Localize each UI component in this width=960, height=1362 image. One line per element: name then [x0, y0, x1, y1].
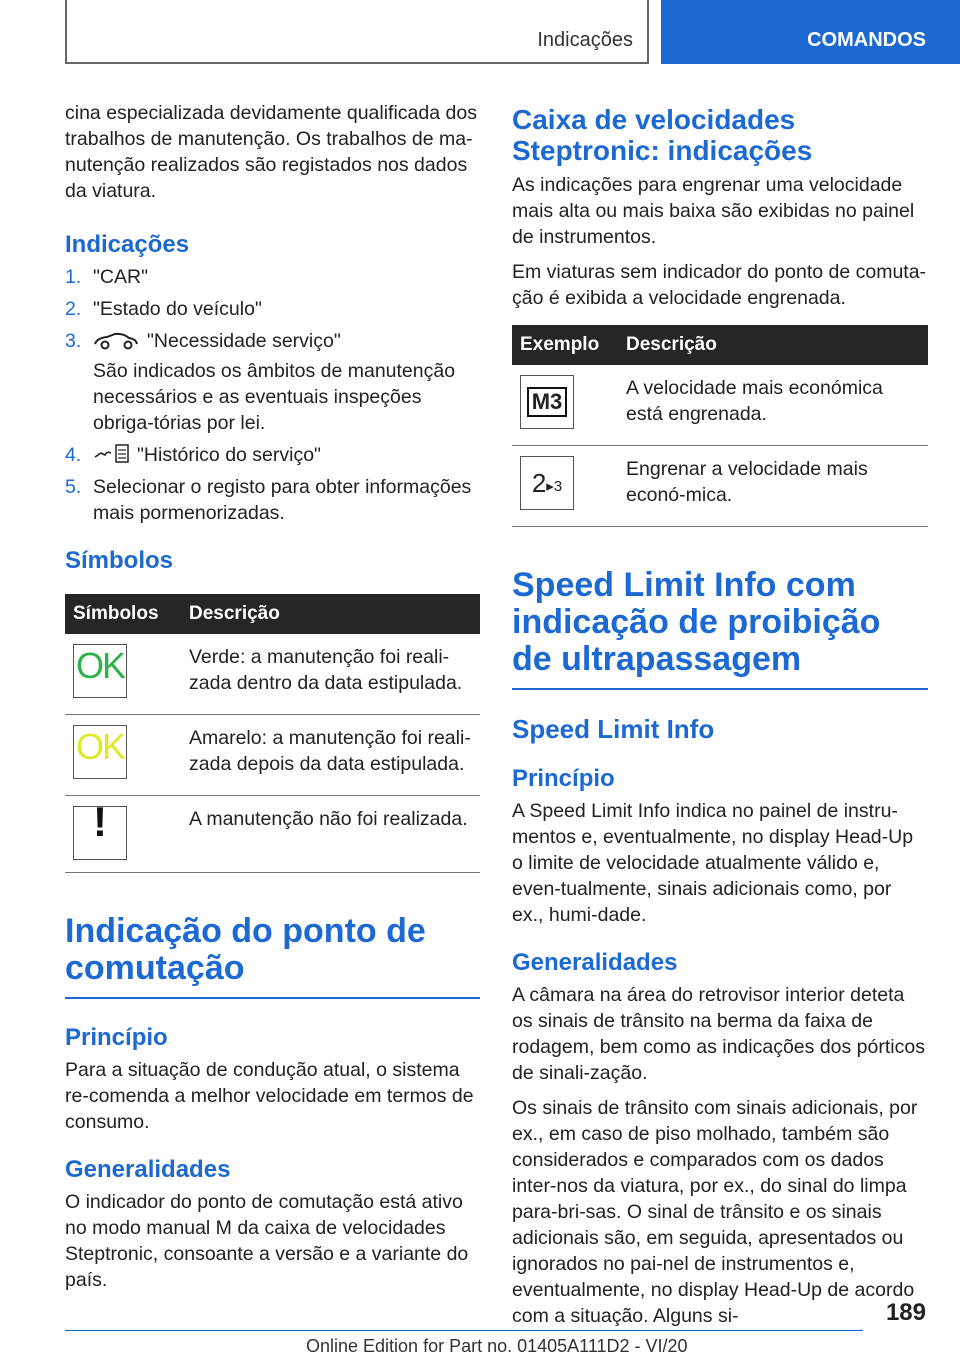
speed-generalidades-paragraph-2: Os sinais de trânsito com sinais adicionais, por ex., em caso de piso molhado, também são considerados e comparados com os dados inter-nos da viatura, por ex., do sinal do limpa para-bri-sas. O sinal de trânsito e os sinais adicionais são, em seguida, apresentados ou ignorados no pai-nel de instrumentos e, eventualmente, no display Head-Up de acordo com a situação. Alguns si- [512, 1097, 918, 1327]
list-item-subtext: São indicados os âmbitos de manutenção necessários e as eventuais inspeções obriga-tórias por lei. [93, 360, 456, 434]
header-section-label: Indicações [537, 29, 633, 51]
symbols-table [65, 594, 480, 873]
header-chapter-tab [661, 0, 960, 64]
section-title-simbolos: Símbolos [65, 547, 174, 574]
table-row [512, 446, 928, 527]
page-number: 189 [885, 1299, 926, 1326]
section-title-principio: Princípio [512, 765, 615, 792]
table-header: Descrição [618, 325, 928, 365]
section-title-generalidades: Generalidades [512, 949, 678, 976]
table-header: Descrição [181, 594, 480, 634]
list-item: 1. "CAR" [65, 266, 149, 288]
indicacoes-list [65, 264, 480, 526]
left-column [65, 100, 480, 1302]
car-icon [93, 332, 139, 350]
intro-paragraph: cina especializada devidamente qualificada dos trabalhos de manutenção. Os trabalhos de ma-nutenção realizados são registados nos dados da viatura. [65, 102, 477, 202]
heading-steptronic-indicacoes: Caixa de velocidades Steptronic: indicações [512, 104, 813, 166]
warning-exclamation-icon: ! [73, 806, 127, 860]
table-row [65, 715, 480, 796]
table-row [65, 796, 480, 873]
table-row [512, 365, 928, 446]
generalidades-paragraph: O indicador do ponto de comutação está ativo no modo manual M da caixa de velocidades Steptronic, consoante a versão e a variante do país. [65, 1191, 469, 1291]
table-header: Exemplo [512, 325, 618, 365]
ok-yellow-icon: OK [73, 725, 127, 779]
speed-principio-paragraph: A Speed Limit Info indica no painel de instru-mentos e, eventualmente, no display Head-Up o limite de velocidade atualmente válido e, even-tualmente, sinais adicionais como, por ex., humi-dade. [512, 800, 914, 926]
table-cell: Verde: a manutenção foi reali-zada dentro da data estipulada. [181, 634, 480, 715]
header-section-tab [65, 0, 649, 64]
header-chapter-label: COMANDOS [807, 29, 926, 51]
service-history-icon [93, 443, 131, 465]
list-item: 4. "Histórico do serviço" [65, 444, 321, 466]
heading-speed-limit-info: Speed Limit Info com indicação de proibição de ultrapassagem [512, 567, 928, 690]
gear-shift-up-icon: 2 ▸3 [520, 456, 574, 510]
section-title-indicacoes: Indicações [65, 231, 190, 258]
right-column [512, 104, 928, 1338]
footer-divider [65, 1330, 863, 1331]
principio-paragraph: Para a situação de condução atual, o sistema re-comenda a melhor velocidade em termos de consumo. [65, 1059, 474, 1133]
table-cell: A velocidade mais económica está engrenada. [618, 365, 928, 446]
table-header: Símbolos [65, 594, 181, 634]
steptronic-paragraph-2: Em viaturas sem indicador do ponto de comuta-ção é exibida a velocidade engrenada. [512, 261, 927, 309]
list-item: 5. Selecionar o registo para obter informações mais pormenorizadas. [65, 476, 472, 524]
heading-indicacao-ponto-comutacao: Indicação do ponto de comutação [65, 913, 480, 999]
ok-green-icon: OK [73, 644, 127, 698]
section-title-speed-limit-info: Speed Limit Info [512, 714, 715, 744]
gear-m3-icon: M3 [520, 375, 574, 429]
steptronic-paragraph-1: As indicações para engrenar uma velocidade mais alta ou mais baixa são exibidas no painel de instrumentos. [512, 174, 915, 248]
section-title-principio: Princípio [65, 1024, 168, 1051]
list-item: 2. "Estado do veículo" [65, 298, 262, 320]
table-cell: Engrenar a velocidade mais econó-mica. [618, 446, 928, 527]
table-cell: A manutenção não foi realizada. [181, 796, 480, 873]
speed-generalidades-paragraph-1: A câmara na área do retrovisor interior deteta os sinais de trânsito na berma da faixa de rodagem, bem como as indicações dos pórticos de sinali-zação. [512, 984, 925, 1084]
table-cell: Amarelo: a manutenção foi reali-zada depois da data estipulada. [181, 715, 480, 796]
list-item: 3. "Necessidade serviço" São indicados os âmbitos de manutenção necessários e as eventuais inspeções obriga-tórias por lei. [65, 328, 480, 436]
section-title-generalidades: Generalidades [65, 1156, 231, 1183]
gear-examples-table [512, 325, 928, 527]
footer-edition: Online Edition for Part no. 01405A111D2 - VI/20 [306, 1336, 688, 1356]
table-row [65, 634, 480, 715]
